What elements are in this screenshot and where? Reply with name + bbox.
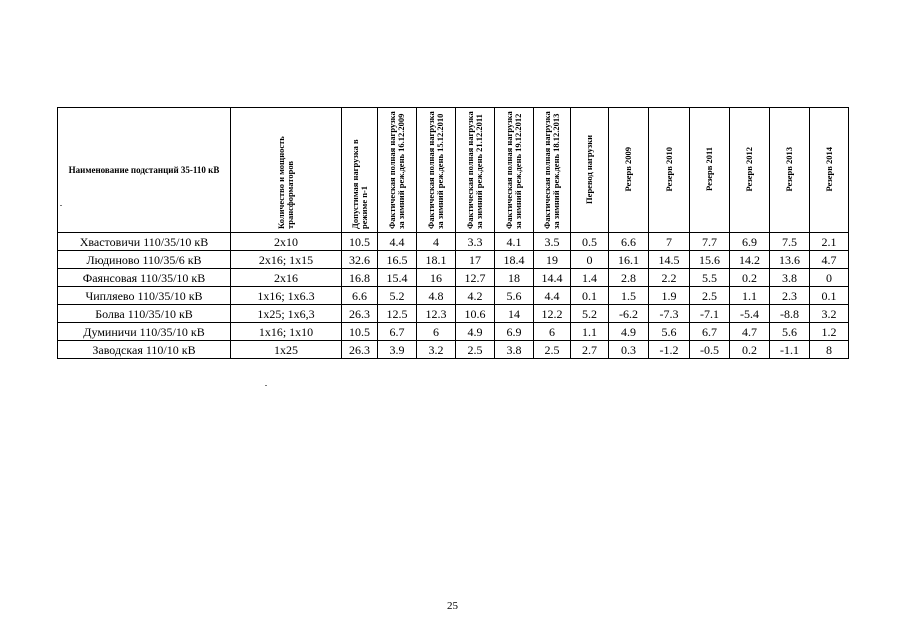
value-cell: 3.8 bbox=[495, 341, 534, 359]
value-cell: 14.2 bbox=[730, 251, 770, 269]
value-cell: 16 bbox=[417, 269, 456, 287]
header-reserve-2009: Резерв 2009 bbox=[609, 108, 649, 233]
value-cell: 1.1 bbox=[571, 323, 609, 341]
value-cell: 4.9 bbox=[609, 323, 649, 341]
header-actual-2010: Фактическая полная нагрузка за зимний реж.день 15.12.2010 bbox=[417, 108, 456, 233]
value-cell: 6 bbox=[534, 323, 571, 341]
header-actual-2012: Фактическая полная нагрузка за зимний реж.день 19.12.2012 bbox=[495, 108, 534, 233]
value-cell: 0.1 bbox=[810, 287, 849, 305]
value-cell: 32.6 bbox=[342, 251, 378, 269]
header-row bbox=[58, 108, 849, 233]
value-cell: 3.8 bbox=[770, 269, 810, 287]
header-actual-2009: Фактическая полная нагрузка за зимний реж.день 16.12.2009 bbox=[378, 108, 417, 233]
header-reserve-2014: Резерв 2014 bbox=[810, 108, 849, 233]
value-cell: 6.6 bbox=[609, 233, 649, 251]
scan-speck bbox=[265, 385, 267, 386]
transformer-cell: 1x25; 1x6,3 bbox=[231, 305, 342, 323]
value-cell: 2.2 bbox=[649, 269, 690, 287]
header-reserve-2012: Резерв 2012 bbox=[730, 108, 770, 233]
value-cell: 1.4 bbox=[571, 269, 609, 287]
transformer-cell: 1x16; 1x10 bbox=[231, 323, 342, 341]
value-cell: -8.8 bbox=[770, 305, 810, 323]
value-cell: 1.5 bbox=[609, 287, 649, 305]
transformer-cell: 2x10 bbox=[231, 233, 342, 251]
value-cell: 4.4 bbox=[534, 287, 571, 305]
value-cell: 7.7 bbox=[690, 233, 730, 251]
table-row bbox=[58, 305, 849, 323]
value-cell: -7.3 bbox=[649, 305, 690, 323]
header-actual-2011: Фактическая полная нагрузка за зимний реж.день 21.12.2011 bbox=[456, 108, 495, 233]
value-cell: 10.5 bbox=[342, 233, 378, 251]
page-number: 25 bbox=[447, 600, 458, 612]
table-row bbox=[58, 287, 849, 305]
value-cell: 4 bbox=[417, 233, 456, 251]
value-cell: 4.2 bbox=[456, 287, 495, 305]
table-row bbox=[58, 269, 849, 287]
value-cell: 4.4 bbox=[378, 233, 417, 251]
value-cell: 3.9 bbox=[378, 341, 417, 359]
value-cell: 14.4 bbox=[534, 269, 571, 287]
substation-name-cell: Болва 110/35/10 кВ bbox=[58, 305, 231, 323]
value-cell: -1.2 bbox=[649, 341, 690, 359]
value-cell: 6.6 bbox=[342, 287, 378, 305]
value-cell: 17 bbox=[456, 251, 495, 269]
value-cell: 2.5 bbox=[690, 287, 730, 305]
header-load-transfer: Перевод нагрузки bbox=[571, 108, 609, 233]
value-cell: -5.4 bbox=[730, 305, 770, 323]
value-cell: 15.4 bbox=[378, 269, 417, 287]
value-cell: 2.8 bbox=[609, 269, 649, 287]
header-allowed-load: Допустимая нагрузка в режиме n-1 bbox=[342, 108, 378, 233]
value-cell: 0 bbox=[810, 269, 849, 287]
substation-name-cell: Заводская 110/10 кВ bbox=[58, 341, 231, 359]
value-cell: 5.2 bbox=[378, 287, 417, 305]
value-cell: 3.2 bbox=[810, 305, 849, 323]
substation-name-cell: Людиново 110/35/6 кВ bbox=[58, 251, 231, 269]
value-cell: -0.5 bbox=[690, 341, 730, 359]
value-cell: -1.1 bbox=[770, 341, 810, 359]
value-cell: 3.5 bbox=[534, 233, 571, 251]
value-cell: 1.1 bbox=[730, 287, 770, 305]
header-reserve-2011: Резерв 2011 bbox=[690, 108, 730, 233]
value-cell: 0 bbox=[571, 251, 609, 269]
header-reserve-2013: Резерв 2013 bbox=[770, 108, 810, 233]
substation-name-cell: Чипляево 110/35/10 кВ bbox=[58, 287, 231, 305]
value-cell: 7 bbox=[649, 233, 690, 251]
header-transformers: Количество и мощность трансформаторов bbox=[231, 108, 342, 233]
value-cell: 7.5 bbox=[770, 233, 810, 251]
value-cell: 6.7 bbox=[378, 323, 417, 341]
value-cell: 5.6 bbox=[495, 287, 534, 305]
value-cell: 10.6 bbox=[456, 305, 495, 323]
value-cell: 2.5 bbox=[534, 341, 571, 359]
value-cell: 12.5 bbox=[378, 305, 417, 323]
value-cell: 14.5 bbox=[649, 251, 690, 269]
value-cell: 0.2 bbox=[730, 269, 770, 287]
value-cell: 0.2 bbox=[730, 341, 770, 359]
value-cell: 4.9 bbox=[456, 323, 495, 341]
value-cell: 12.7 bbox=[456, 269, 495, 287]
table-row bbox=[58, 341, 849, 359]
value-cell: 14 bbox=[495, 305, 534, 323]
table-row bbox=[58, 323, 849, 341]
value-cell: 18.4 bbox=[495, 251, 534, 269]
value-cell: 5.6 bbox=[649, 323, 690, 341]
value-cell: 8 bbox=[810, 341, 849, 359]
value-cell: 5.2 bbox=[571, 305, 609, 323]
value-cell: 18 bbox=[495, 269, 534, 287]
substation-name-cell: Думиничи 110/35/10 кВ bbox=[58, 323, 231, 341]
transformer-cell: 1x16; 1x6.3 bbox=[231, 287, 342, 305]
value-cell: 6.9 bbox=[495, 323, 534, 341]
value-cell: 26.3 bbox=[342, 341, 378, 359]
value-cell: 16.5 bbox=[378, 251, 417, 269]
scan-speck bbox=[60, 205, 62, 206]
value-cell: 1.9 bbox=[649, 287, 690, 305]
value-cell: 2.5 bbox=[456, 341, 495, 359]
value-cell: -7.1 bbox=[690, 305, 730, 323]
value-cell: 19 bbox=[534, 251, 571, 269]
value-cell: 12.2 bbox=[534, 305, 571, 323]
substation-load-table bbox=[57, 107, 849, 359]
value-cell: 15.6 bbox=[690, 251, 730, 269]
value-cell: 3.3 bbox=[456, 233, 495, 251]
value-cell: -6.2 bbox=[609, 305, 649, 323]
value-cell: 3.2 bbox=[417, 341, 456, 359]
substation-name-cell: Хвастовичи 110/35/10 кВ bbox=[58, 233, 231, 251]
value-cell: 5.6 bbox=[770, 323, 810, 341]
transformer-cell: 2x16 bbox=[231, 269, 342, 287]
value-cell: 6.9 bbox=[730, 233, 770, 251]
value-cell: 10.5 bbox=[342, 323, 378, 341]
value-cell: 0.1 bbox=[571, 287, 609, 305]
substation-name-cell: Фаянсовая 110/35/10 кВ bbox=[58, 269, 231, 287]
value-cell: 26.3 bbox=[342, 305, 378, 323]
value-cell: 2.3 bbox=[770, 287, 810, 305]
value-cell: 12.3 bbox=[417, 305, 456, 323]
value-cell: 16.8 bbox=[342, 269, 378, 287]
value-cell: 18.1 bbox=[417, 251, 456, 269]
value-cell: 13.6 bbox=[770, 251, 810, 269]
value-cell: 4.8 bbox=[417, 287, 456, 305]
header-substation-name: Наименование подстанций 35-110 кВ bbox=[58, 108, 231, 233]
value-cell: 4.7 bbox=[810, 251, 849, 269]
value-cell: 0.5 bbox=[571, 233, 609, 251]
table-row bbox=[58, 251, 849, 269]
value-cell: 16.1 bbox=[609, 251, 649, 269]
transformer-cell: 1x25 bbox=[231, 341, 342, 359]
transformer-cell: 2x16; 1x15 bbox=[231, 251, 342, 269]
value-cell: 2.1 bbox=[810, 233, 849, 251]
value-cell: 1.2 bbox=[810, 323, 849, 341]
table-row bbox=[58, 233, 849, 251]
table-body bbox=[58, 233, 849, 359]
value-cell: 2.7 bbox=[571, 341, 609, 359]
value-cell: 6 bbox=[417, 323, 456, 341]
value-cell: 5.5 bbox=[690, 269, 730, 287]
value-cell: 0.3 bbox=[609, 341, 649, 359]
value-cell: 4.1 bbox=[495, 233, 534, 251]
header-actual-2013: Фактическая полная нагрузка за зимний реж.день 18.12.2013 bbox=[534, 108, 571, 233]
value-cell: 6.7 bbox=[690, 323, 730, 341]
value-cell: 4.7 bbox=[730, 323, 770, 341]
header-reserve-2010: Резерв 2010 bbox=[649, 108, 690, 233]
